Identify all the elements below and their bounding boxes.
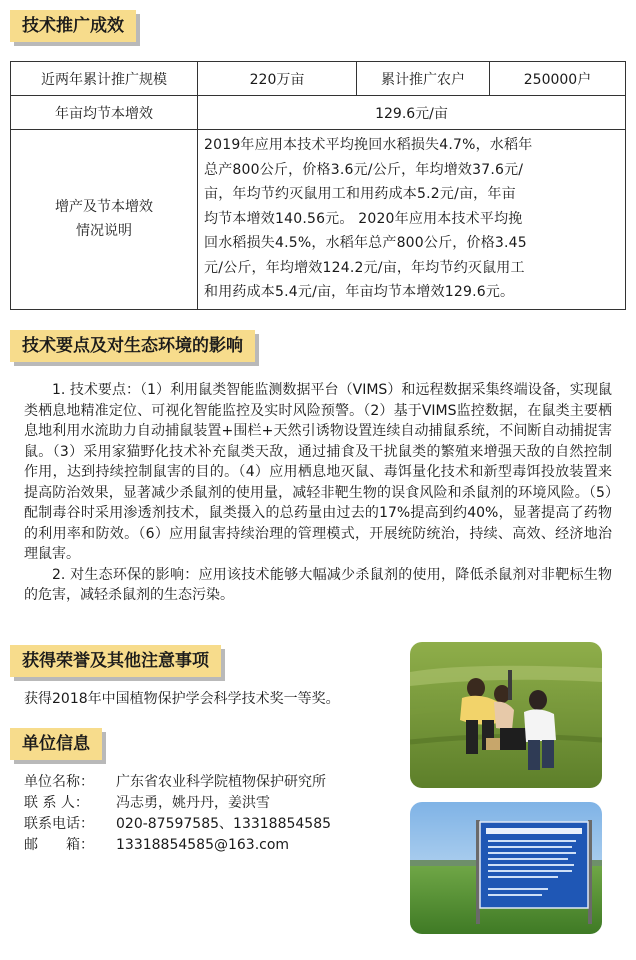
email-label: 邮 箱： [24,837,94,853]
saving-label: 年亩均节本增效 [11,96,198,130]
tech-body [24,380,612,606]
contact-row-email [24,835,331,856]
scale-label: 近两年累计推广规模 [11,62,198,96]
phone-label: 联系电话： [24,816,94,832]
unit-name-value: 广东省农业科学院植物保护研究所 [116,774,326,790]
farmers-value: 250000户 [490,62,626,96]
email-value: 13318854585@163.com [116,837,290,853]
contact-row-unit [24,772,331,793]
field-work-illustration [410,642,602,788]
desc-line: 回水稻损失4.5%，水稻年总产800公斤，价格3.45 [204,235,527,251]
desc-line: 总产800公斤，价格3.6元/公斤，年均增效37.6元/ [204,161,524,178]
demo-sign-illustration [410,802,602,934]
desc-line: 均节本增效140.56元。 2020年应用本技术平均挽 [204,210,523,227]
field-work-photo [410,642,602,788]
table-row [11,62,626,96]
contact-row-person [24,793,331,814]
desc-line: 亩，年均节约灭鼠用工和用药成本5.2元/亩，年亩 [204,186,516,202]
contact-block [24,772,331,856]
contact-person-label: 联 系 人： [24,795,89,811]
section-heading-tech: 技术要点及对生态环境的影响 [10,330,255,362]
section-heading-unit: 单位信息 [10,728,102,760]
saving-value: 129.6元/亩 [198,96,626,130]
contact-row-phone [24,814,331,835]
section-heading-promotion: 技术推广成效 [10,10,136,42]
desc-label: 增产及节本增效 情况说明 [11,130,198,310]
tech-paragraph: 2. 对生态环保的影响：应用该技术能够大幅减少杀鼠剂的使用，降低杀鼠剂对非靶标生物的危害，减轻杀鼠剂的生态污染。 [24,566,612,603]
table-row [11,130,626,310]
demo-sign-photo [410,802,602,934]
honor-text: 获得2018年中国植物保护学会科学技术奖一等奖。 [24,691,340,707]
farmers-label: 累计推广农户 [357,62,490,96]
promotion-table [10,61,626,310]
scale-value: 220万亩 [198,62,357,96]
desc-line: 和用药成本5.4元/亩，年亩均节本增效129.6元。 [204,284,515,300]
table-row [11,96,626,130]
section-heading-honor: 获得荣誉及其他注意事项 [10,645,221,677]
unit-name-label: 单位名称： [24,774,94,790]
phone-value: 020-87597585、13318854585 [116,816,332,832]
desc-line: 2019年应用本技术平均挽回水稻损失4.7%，水稻年 [204,137,533,153]
tech-paragraph: 1. 技术要点：（1）利用鼠类智能监测数据平台（VIMS）和远程数据采集终端设备，实现鼠类栖息地精准定位、可视化智能监控及实时风险预警。（2）基于VIMS监控数据，在鼠类主要栖息地利用水流助力自动捕鼠装置+围栏+天然引诱物设置连续自动捕鼠系统，不间断自动捕捉害鼠。（3）采用家猫野化技术补充鼠类天敌，通过捕食及干扰鼠类的繁殖来增强天敌的自然控制作用，达到持续控制鼠害的目的。（4）应用栖息地灭鼠、毒饵量化技术和新型毒饵投放装置来提高防治效果，显著减少杀鼠剂的使用量，减轻非靶生物的误食风险和杀鼠剂的环境风险。（5）配制毒谷时采用渗透剂技术，鼠类摄入的总药量由过去的17%提高到约40%，显著提高了药物的利用率和防效。（6）应用鼠害持续治理的管理模式，开展统防统治，持续、高效、经济地治理鼠害。 [24,382,612,562]
contact-person-value: 冯志勇，姚丹丹，姜洪雪 [116,795,270,811]
desc-text [198,130,626,310]
desc-line: 元/公斤，年均增效124.2元/亩，年均节约灭鼠用工 [204,259,525,276]
